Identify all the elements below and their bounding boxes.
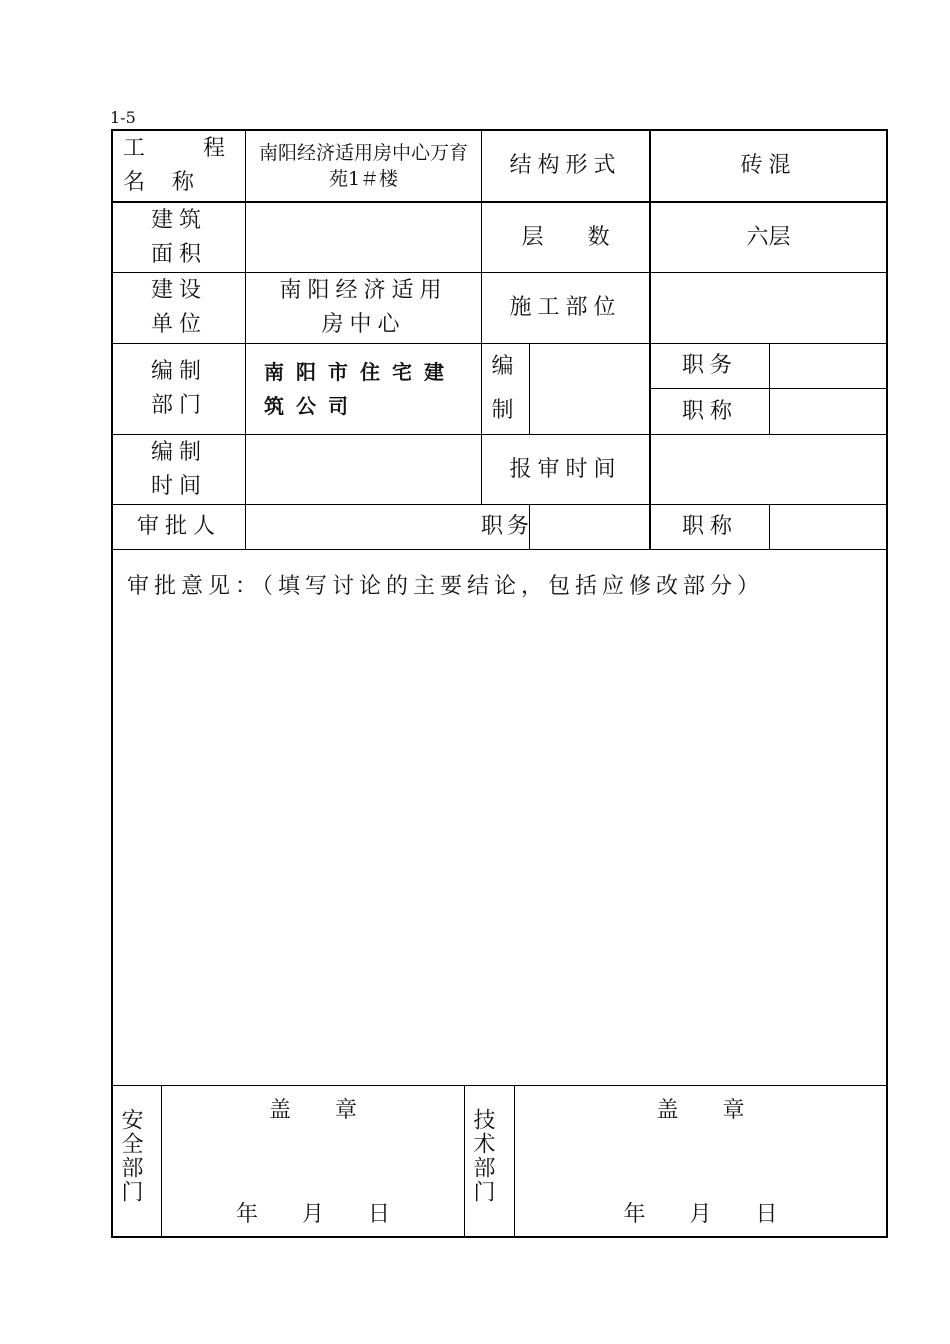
approver-value	[246, 505, 466, 549]
title-value	[770, 389, 886, 434]
construction-part-label: 施工部位	[509, 295, 622, 320]
floors-value: 六层	[746, 224, 791, 250]
approver-label: 审批人	[136, 514, 221, 539]
approval-opinion-label: 审批意见：（填写讨论的主要结论，包括应修改部分）	[127, 574, 765, 599]
safety-date-label: 年 月 日	[235, 1202, 390, 1227]
tech-stamp-label: 盖 章	[656, 1098, 745, 1123]
project-name-value: 南阳经济适用房中心万育苑1＃楼	[258, 142, 468, 190]
tech-date-label: 年 月 日	[623, 1202, 778, 1227]
position-value	[770, 344, 886, 388]
safety-stamp-label: 盖 章	[268, 1098, 357, 1123]
construction-part-value	[651, 273, 886, 343]
area-label: 建筑面积	[150, 207, 207, 267]
review-time-label: 报审时间	[509, 456, 622, 482]
floors-label: 层 数	[521, 224, 610, 250]
document-code: 1-5	[110, 108, 136, 127]
compiler-value	[530, 344, 649, 434]
builder-value: 南阳经济适用房中心	[279, 278, 448, 337]
compile-time-value	[246, 435, 481, 504]
safety-dept-label: 安全部门	[118, 1108, 143, 1204]
review-time-value	[651, 435, 886, 504]
tech-dept-label: 技术部门	[470, 1108, 495, 1204]
approver-position-label: 职务	[480, 514, 533, 539]
structure-label: 结构形式	[509, 153, 622, 178]
compiler-dept-label: 编制部门	[150, 359, 207, 418]
compiler-label: 编制	[491, 354, 520, 423]
builder-label: 建设单位	[150, 278, 207, 337]
row-divider	[111, 549, 888, 550]
area-value	[246, 203, 481, 272]
title-label: 职称	[681, 398, 738, 424]
project-name-label: 工 程 名 称	[123, 136, 235, 195]
compiler-dept-value: 南阳市住宅建筑公司	[264, 360, 456, 418]
structure-value: 砖混	[740, 153, 797, 178]
approver-title-value	[770, 505, 886, 549]
compile-time-label: 编制时间	[150, 439, 207, 499]
approver-position-value	[546, 505, 649, 549]
approver-title-label: 职称	[681, 514, 738, 539]
approval-opinion-area[interactable]	[113, 610, 886, 1080]
position-label: 职务	[681, 353, 738, 378]
